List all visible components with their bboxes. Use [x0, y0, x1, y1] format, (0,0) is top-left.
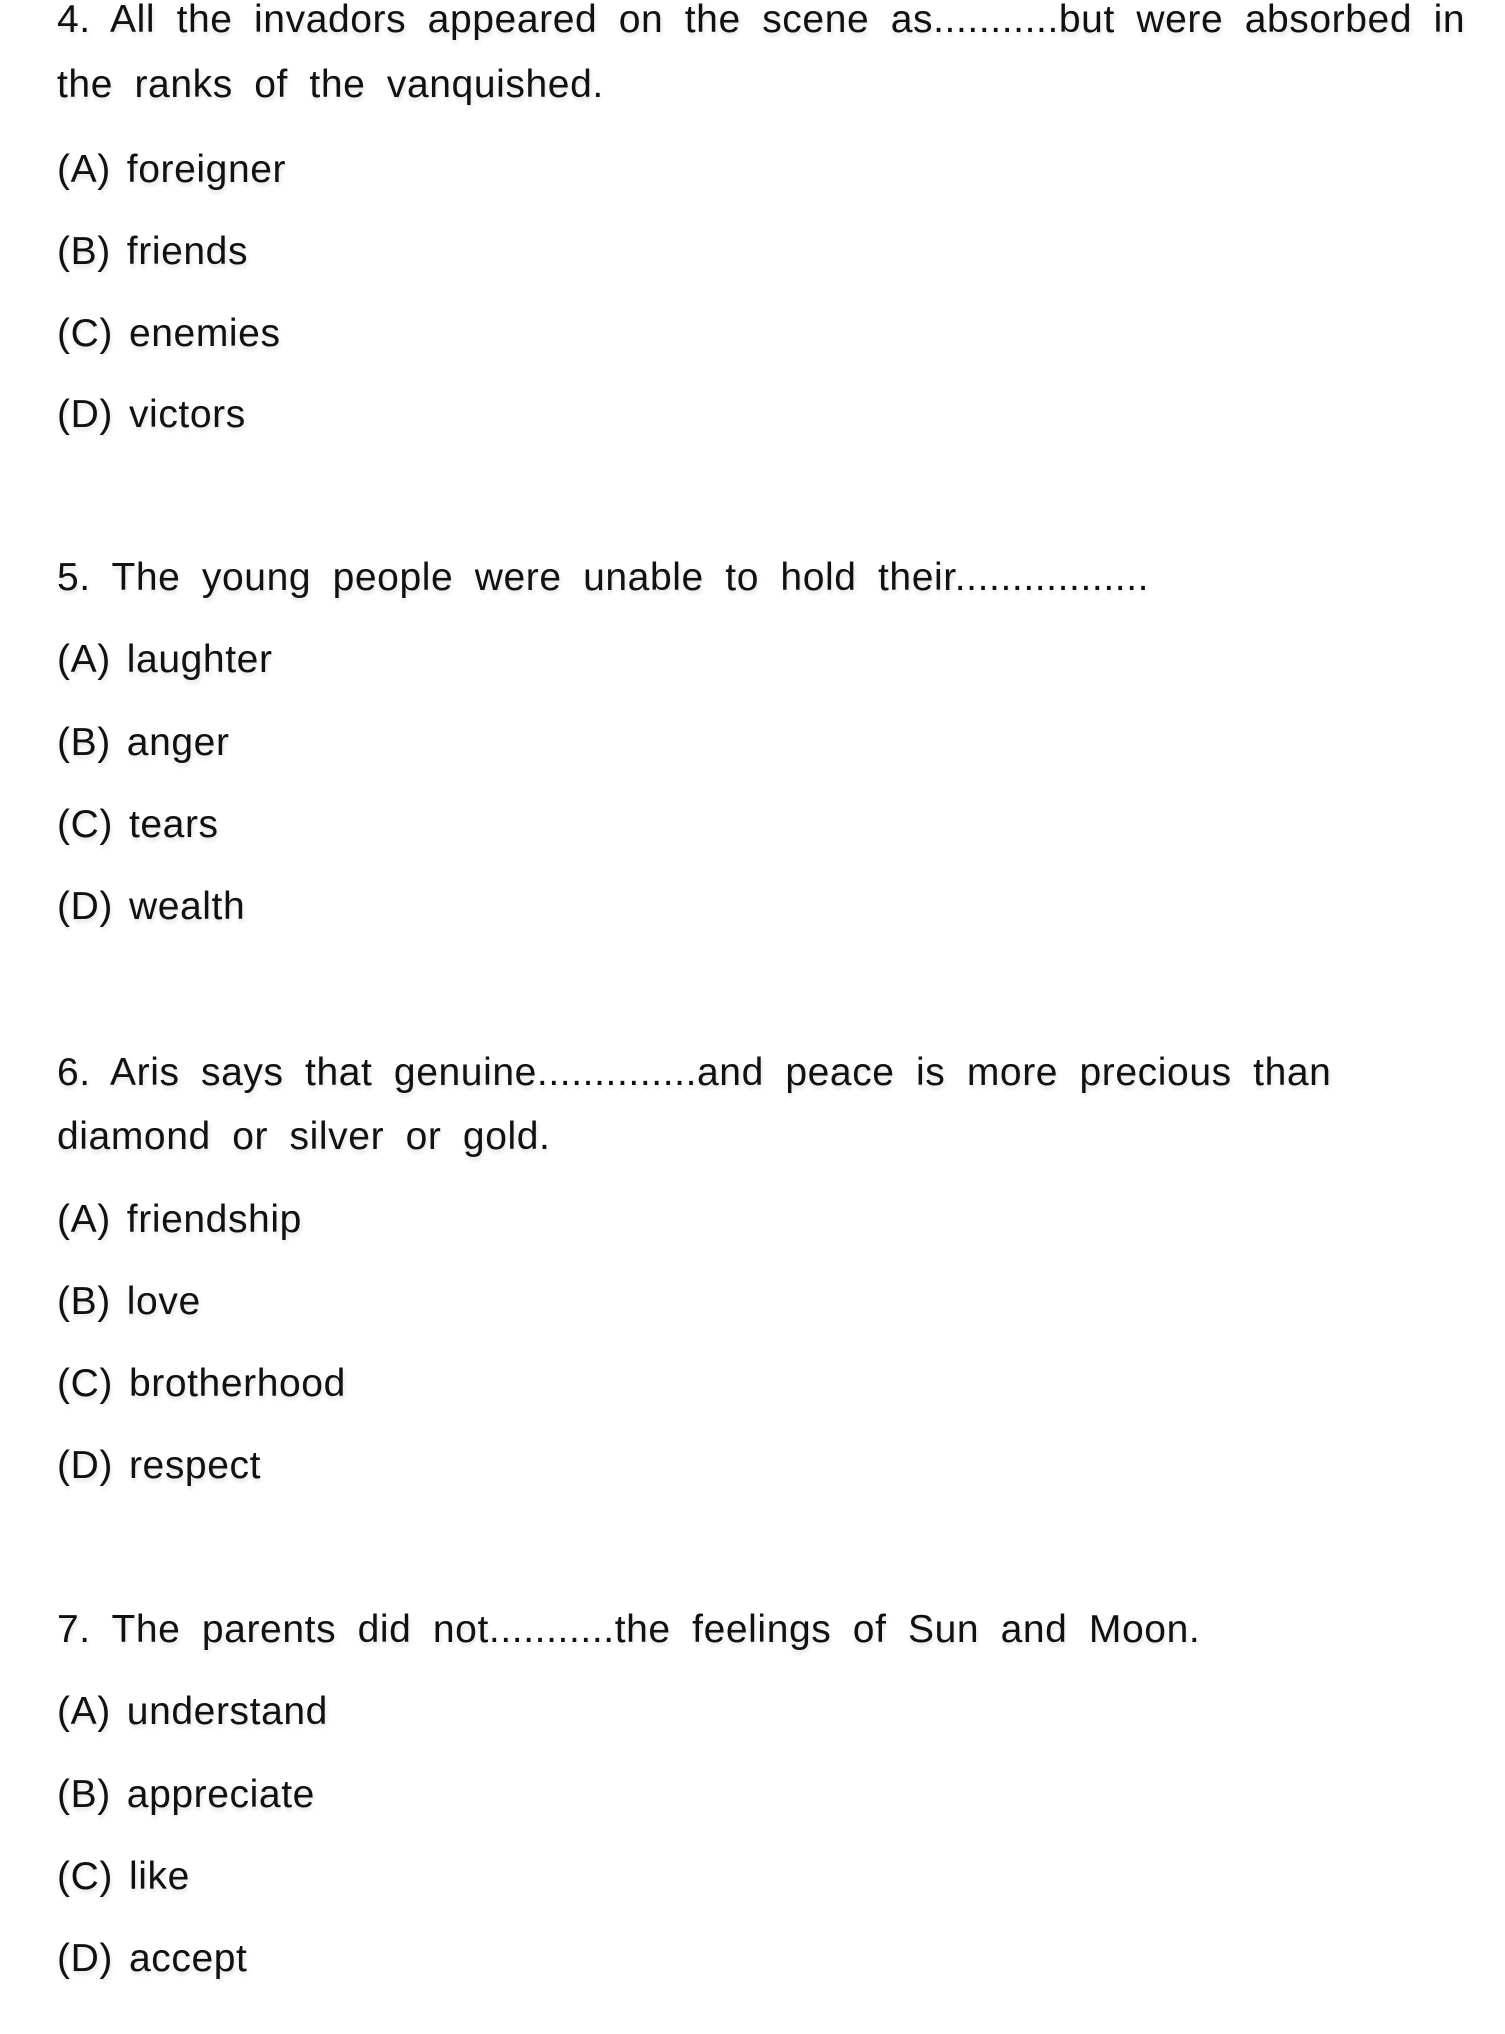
option-a[interactable]	[57, 147, 286, 193]
option-letter: (B)	[57, 1280, 111, 1323]
option-text: foreigner	[126, 148, 287, 191]
option-letter: (C)	[57, 312, 113, 355]
option-letter: (D)	[57, 393, 113, 436]
option-letter: (A)	[57, 1198, 111, 1241]
option-text: friendship	[126, 1198, 302, 1241]
option-letter: (D)	[57, 1937, 113, 1980]
option-text: accept	[128, 1937, 248, 1980]
option-d[interactable]	[57, 884, 245, 930]
option-letter: (D)	[57, 1444, 113, 1487]
option-b[interactable]	[57, 720, 230, 766]
question-stem: 7. The parents did not...........the feelings of Sun and Moon.	[57, 1608, 1201, 1651]
option-letter: (A)	[57, 1690, 111, 1733]
option-letter: (A)	[57, 638, 111, 681]
option-c[interactable]	[57, 802, 219, 848]
option-text: friends	[126, 230, 249, 273]
option-a[interactable]	[57, 1197, 302, 1243]
option-text: wealth	[128, 885, 246, 928]
question-stem: 5. The young people were unable to hold their.................	[57, 556, 1150, 599]
option-d[interactable]	[57, 1936, 247, 1982]
option-text: like	[128, 1855, 190, 1898]
option-text: anger	[126, 721, 230, 764]
option-a[interactable]	[57, 1689, 328, 1735]
option-text: understand	[126, 1690, 328, 1733]
option-letter: (C)	[57, 1855, 113, 1898]
option-text: victors	[128, 393, 246, 436]
option-b[interactable]	[57, 1772, 315, 1818]
option-text: tears	[128, 803, 219, 846]
option-letter: (D)	[57, 885, 113, 928]
question-stem: 6. Aris says that genuine..............and peace is more precious than	[57, 1051, 1332, 1094]
option-letter: (C)	[57, 1362, 113, 1405]
option-text: respect	[128, 1444, 262, 1487]
option-c[interactable]	[57, 311, 281, 357]
option-c[interactable]	[57, 1361, 346, 1407]
option-text: love	[126, 1280, 201, 1323]
option-letter: (B)	[57, 230, 111, 273]
option-d[interactable]	[57, 392, 246, 438]
question-stem-continued: diamond or silver or gold.	[57, 1115, 551, 1158]
question-stem-continued: the ranks of the vanquished.	[57, 63, 604, 106]
option-b[interactable]	[57, 229, 248, 275]
option-letter: (B)	[57, 1773, 111, 1816]
option-letter: (C)	[57, 803, 113, 846]
option-c[interactable]	[57, 1854, 190, 1900]
option-text: brotherhood	[128, 1362, 346, 1405]
option-d[interactable]	[57, 1443, 261, 1489]
option-text: laughter	[126, 638, 273, 681]
question-stem: 4. All the invadors appeared on the scene as...........but were absorbed in	[57, 0, 1466, 41]
option-letter: (B)	[57, 721, 111, 764]
option-b[interactable]	[57, 1279, 201, 1325]
option-text: enemies	[128, 312, 281, 355]
option-text: appreciate	[126, 1773, 315, 1816]
option-a[interactable]	[57, 637, 273, 683]
option-letter: (A)	[57, 148, 111, 191]
